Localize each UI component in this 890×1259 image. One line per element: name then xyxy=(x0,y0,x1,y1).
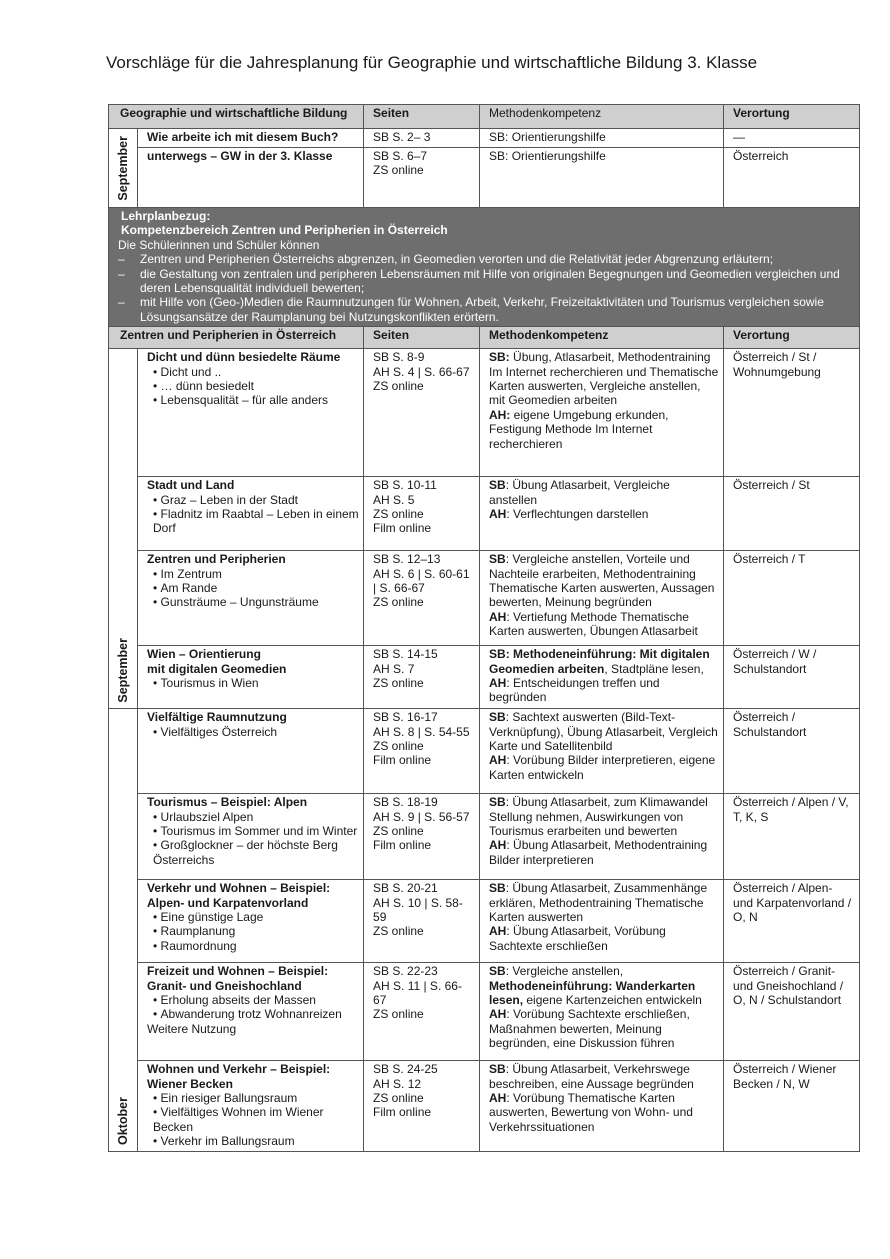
curriculum-item: – Zentren und Peripherien Österreichs abgrenzen, in Geomedien verorten und die Relativität jeder Abgrenzung erläutern; xyxy=(118,252,855,266)
curriculum-item: – mit Hilfe von (Geo-)Medien die Raumnutzungen für Wohnen, Arbeit, Verkehr, Freizeitaktivitäten und Tourismus vergleichen sowie Lösungsansätze der Raumplanung bei Nutzungskonflikten erörtern. xyxy=(118,295,855,324)
pages-cell: SB S. 6–7 ZS online xyxy=(364,148,480,208)
pages-cell: SB S. 12–13 AH S. 6 | S. 60-61 | S. 66-67 ZS online xyxy=(364,551,480,646)
location-cell: Österreich / T xyxy=(724,551,860,646)
topic-title: Wie arbeite ich mit diesem Buch? xyxy=(147,130,339,144)
table-row: Oktober Vielfältige Raumnutzung • Vielfältiges Österreich SB S. 16-17 AH S. 8 | S. 54-55 ZS online Film online SB: Sachtext auswerten (Bild-Text-Verknüpfung), Übung Atlasarbeit, Vergleich Karte und Satellitenbild AH: Vorübung Bilder interpretieren, eigene Karten entwickeln Österreich / Schulstandort xyxy=(109,709,860,794)
topic-title: Zentren und Peripherien xyxy=(147,552,286,567)
month-label: Oktober xyxy=(115,1096,130,1145)
method-cell: SB: Sachtext auswerten (Bild-Text-Verknüpfung), Übung Atlasarbeit, Vergleich Karte und Satellitenbild AH: Vorübung Bilder interpretieren, eigene Karten entwickeln xyxy=(480,709,724,794)
pages-cell: SB S. 8-9 AH S. 4 | S. 66-67 ZS online xyxy=(364,349,480,477)
pages-cell: SB S. 24-25 AH S. 12 ZS online Film online xyxy=(364,1061,480,1151)
method-cell: SB: Orientierungshilfe xyxy=(480,129,724,148)
section-header xyxy=(109,327,860,349)
method-cell: SB: Orientierungshilfe xyxy=(480,148,724,208)
topic-title: Wien – Orientierung xyxy=(147,647,261,662)
curriculum-item: – die Gestaltung von zentralen und peripheren Lebensräumen mit Hilfe von originalen Begegnungen und Geomedien vergleichen und deren Lebensqualität individuell bewerten; xyxy=(118,267,855,296)
location-cell: Österreich / W / Schulstandort xyxy=(724,646,860,709)
month-cell xyxy=(109,709,138,1151)
plan-table xyxy=(108,104,860,1152)
curriculum-label: Lehrplanbezug: xyxy=(121,209,211,223)
pages-cell: SB S. 14-15 AH S. 7 ZS online xyxy=(364,646,480,709)
curriculum-area: Kompetenzbereich Zentren und Peripherien in Österreich xyxy=(121,223,448,238)
month-label: September xyxy=(115,637,130,703)
table-row: Zentren und Peripherien • Im Zentrum • Am Rande • Gunsträume – Ungunsträume SB S. 12–13 AH S. 6 | S. 60-61 | S. 66-67 ZS online SB: Vergleiche anstellen, Vorteile und Nachteile erarbeiten, Methodentraining Thematische Karten auswerten, Aussagen bewerten, Meinung begründen AH: Vertiefung Methode Thematische Karten auswerten, Übungen Atlasarbeit Österreich / T xyxy=(109,551,860,646)
topic-title: Dicht und dünn besiedelte Räume xyxy=(147,350,341,365)
table-row: Wohnen und Verkehr – Beispiel: Wiener Becken • Ein riesiger Ballungsraum • Vielfältiges Wohnen im Wiener Becken • Verkehr im Ballungsraum SB S. 24-25 AH S. 12 ZS online Film online SB: Übung Atlasarbeit, Verkehrswege beschreiben, eine Aussage begründen AH: Vorübung Thematische Karten auswerten, Bewertung von Wohn- und Verkehrssituationen Österreich / Wiener Becken / N, W xyxy=(109,1061,860,1151)
table-row: Wien – Orientierung mit digitalen Geomedien • Tourismus in Wien SB S. 14-15 AH S. 7 ZS online SB: Methodeneinführung: Mit digitalen Geomedien arbeiten, Stadtpläne lesen, AH: Entscheidungen treffen und begründen Österreich / W / Schulstandort xyxy=(109,646,860,709)
location-cell: Österreich / Granit- und Gneishochland / O, N / Schulstandort xyxy=(724,963,860,1061)
method-cell: SB: Übung Atlasarbeit, Zusammenhänge erklären, Methodentraining Thematische Karten auswerten AH: Übung Atlasarbeit, Vorübung Sachtexte erschließen xyxy=(480,880,724,963)
table-row: Freizeit und Wohnen – Beispiel: Granit- und Gneishochland • Erholung abseits der Massen • Abwanderung trotz Wohnanreizen Weitere Nutzung SB S. 22-23 AH S. 11 | S. 66-67 ZS online SB: Vergleiche anstellen, Methodeneinführung: Wanderkarten lesen, eigene Kartenzeichen entwickeln AH: Vorübung Sachtexte erschließen, Maßnahmen bewerten, Meinung begründen, eine Diskussion führen Österreich / Granit- und Gneishochland / O, N / Schulstandort xyxy=(109,963,860,1061)
topic-title: Vielfältige Raumnutzung xyxy=(147,710,287,725)
method-cell: SB: Vergleiche anstellen, Vorteile und Nachteile erarbeiten, Methodentraining Thematische Karten auswerten, Aussagen bewerten, Meinung begründen AH: Vertiefung Methode Thematische Karten auswerten, Übungen Atlasarbeit xyxy=(480,551,724,646)
header-method: Methodenkompetenz xyxy=(480,105,724,129)
topic-title: Stadt und Land xyxy=(147,478,235,493)
pages-cell: SB S. 22-23 AH S. 11 | S. 66-67 ZS online xyxy=(364,963,480,1061)
method-cell: SB: Vergleiche anstellen, Methodeneinführung: Wanderkarten lesen, eigene Kartenzeichen entwickeln AH: Vorübung Sachtexte erschließen, Maßnahmen bewerten, Meinung begründen, eine Diskussion führen xyxy=(480,963,724,1061)
location-cell: Österreich / Wiener Becken / N, W xyxy=(724,1061,860,1151)
header-pages: Seiten xyxy=(364,327,480,349)
header-method: Methodenkompetenz xyxy=(480,327,724,349)
location-cell: Österreich / St / Wohnumgebung xyxy=(724,349,860,477)
location-cell: Österreich / St xyxy=(724,477,860,551)
header-pages: Seiten xyxy=(364,105,480,129)
location-cell: Österreich / Alpen- und Karpatenvorland / O, N xyxy=(724,880,860,963)
pages-cell: SB S. 16-17 AH S. 8 | S. 54-55 ZS online Film online xyxy=(364,709,480,794)
month-cell xyxy=(109,349,138,709)
method-cell: SB: Übung, Atlasarbeit, Methodentraining Im Internet recherchieren und Thematische Karten auswerten, Vergleiche anstellen, mit Geomedien arbeiten AH: eigene Umgebung erkunden, Festigung Methode Im Internet recherchieren xyxy=(480,349,724,477)
table-header xyxy=(109,105,860,129)
location-cell: Österreich / Schulstandort xyxy=(724,709,860,794)
topic-title: Verkehr und Wohnen – Beispiel: xyxy=(147,881,331,896)
method-cell: SB: Übung Atlasarbeit, Verkehrswege beschreiben, eine Aussage begründen AH: Vorübung Thematische Karten auswerten, Bewertung von Wohn- und Verkehrssituationen xyxy=(480,1061,724,1151)
table-row xyxy=(109,148,860,208)
pages-cell: SB S. 18-19 AH S. 9 | S. 56-57 ZS online Film online xyxy=(364,794,480,880)
header-topic: Zentren und Peripherien in Österreich xyxy=(109,327,364,349)
pages-cell: SB S. 20-21 AH S. 10 | S. 58-59 ZS online xyxy=(364,880,480,963)
header-topic: Geographie und wirtschaftliche Bildung xyxy=(109,105,364,129)
location-cell: Österreich xyxy=(724,148,860,208)
header-location: Verortung xyxy=(724,105,860,129)
location-cell: Österreich / Alpen / V, T, K, S xyxy=(724,794,860,880)
header-location: Verortung xyxy=(724,327,860,349)
pages-cell: SB S. 2– 3 xyxy=(364,129,480,148)
curriculum-box xyxy=(109,208,860,327)
topic-title: unterwegs – GW in der 3. Klasse xyxy=(147,149,333,163)
method-cell: SB: Übung Atlasarbeit, Vergleiche anstellen AH: Verflechtungen darstellen xyxy=(480,477,724,551)
method-cell: SB: Übung Atlasarbeit, zum Klimawandel Stellung nehmen, Auswirkungen von Tourismus erarbeiten und bewerten AH: Übung Atlasarbeit, Methodentraining Bilder interpretieren xyxy=(480,794,724,880)
table-row: Stadt und Land • Graz – Leben in der Stadt • Fladnitz im Raabtal – Leben in einem Dorf SB S. 10-11 AH S. 5 ZS online Film online SB: Übung Atlasarbeit, Vergleiche anstellen AH: Verflechtungen darstellen Österreich / St xyxy=(109,477,860,551)
location-cell: — xyxy=(724,129,860,148)
topic-title: Tourismus – Beispiel: Alpen xyxy=(147,795,308,810)
page-title: Vorschläge für die Jahresplanung für Geographie und wirtschaftliche Bildung 3. Klasse xyxy=(106,53,758,72)
month-label: September xyxy=(115,136,130,201)
table-row xyxy=(109,129,860,148)
table-row: September Dicht und dünn besiedelte Räume • Dicht und .. • … dünn besiedelt • Lebensqualität – für alle anders SB S. 8-9 AH S. 4 | S. 66-67 ZS online SB: Übung, Atlasarbeit, Methodentraining Im Internet recherchieren und Thematische Karten auswerten, Vergleiche anstellen, mit Geomedien arbeiten AH: eigene Umgebung erkunden, Festigung Methode Im Internet recherchieren Österreich / St / Wohnumgebung xyxy=(109,349,860,477)
method-cell: SB: Methodeneinführung: Mit digitalen Geomedien arbeiten, Stadtpläne lesen, AH: Entscheidungen treffen und begründen xyxy=(480,646,724,709)
topic-title: Freizeit und Wohnen – Beispiel: xyxy=(147,964,329,979)
curriculum-intro: Die Schülerinnen und Schüler können xyxy=(118,237,320,252)
table-row: Tourismus – Beispiel: Alpen • Urlaubsziel Alpen • Tourismus im Sommer und im Winter • Großglockner – der höchste Berg Österreichs SB S. 18-19 AH S. 9 | S. 56-57 ZS online Film online SB: Übung Atlasarbeit, zum Klimawandel Stellung nehmen, Auswirkungen von Tourismus erarbeiten und bewerten AH: Übung Atlasarbeit, Methodentraining Bilder interpretieren Österreich / Alpen / V, T, K, S xyxy=(109,794,860,880)
month-cell xyxy=(109,129,138,208)
pages-cell: SB S. 10-11 AH S. 5 ZS online Film online xyxy=(364,477,480,551)
topic-title: Wohnen und Verkehr – Beispiel: xyxy=(147,1062,331,1077)
table-row: Verkehr und Wohnen – Beispiel: Alpen- und Karpatenvorland • Eine günstige Lage • Raumplanung • Raumordnung SB S. 20-21 AH S. 10 | S. 58-59 ZS online SB: Übung Atlasarbeit, Zusammenhänge erklären, Methodentraining Thematische Karten auswerten AH: Übung Atlasarbeit, Vorübung Sachtexte erschließen Österreich / Alpen- und Karpatenvorland / O, N xyxy=(109,880,860,963)
